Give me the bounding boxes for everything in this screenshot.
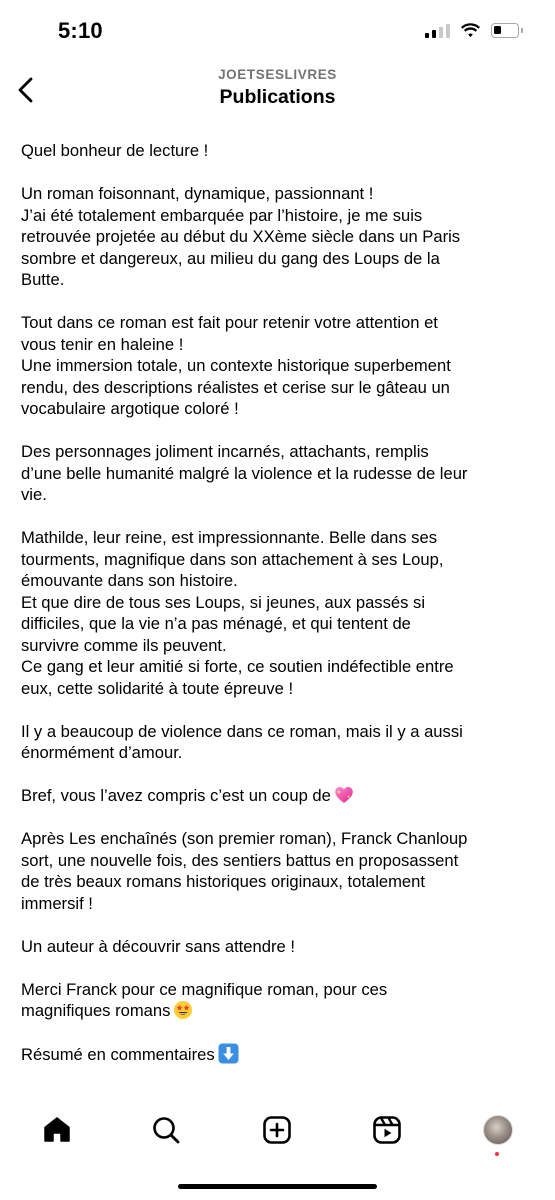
caption-line: sort, une nouvelle fois, des sentiers battus en proposassent — [21, 850, 459, 870]
caption-line: Un auteur à découvrir sans attendre ! — [21, 936, 295, 956]
caption-paragraph — [21, 785, 541, 807]
caption-paragraph — [21, 312, 541, 420]
star-struck-icon — [173, 1000, 193, 1020]
wifi-icon — [460, 22, 481, 38]
caption-line: survivre comme ils peuvent. — [21, 635, 227, 655]
caption-line: Après Les enchaînés (son premier roman), Franck Chanloup — [21, 829, 468, 848]
caption-line: Et que dire de tous ses Loups, si jeunes, aux passés si — [21, 592, 426, 612]
caption-line: de très beaux romans historiques originaux, totalement — [21, 872, 426, 891]
down-arrow-icon — [218, 1043, 239, 1064]
caption-line: retrouvée projetée au début du XXème siècle dans un Paris — [21, 227, 461, 246]
caption-line: Mathilde, leur reine, est impressionnante. Belle dans ses — [21, 528, 437, 547]
tab-profile[interactable] — [478, 1110, 518, 1150]
caption-line: rendu, des descriptions réalistes et cerise sur le gâteau un — [21, 377, 450, 397]
caption-line: vocabulaire argotique coloré ! — [21, 399, 239, 418]
caption-paragraph — [21, 1043, 541, 1066]
caption-line-with-emoji — [21, 1000, 541, 1022]
caption-line: difficiles, que la vie n’a pas ménagé, et qui tentent de — [21, 614, 411, 633]
caption-line: d’une belle humanité malgré la violence et la rudesse de leur — [21, 463, 468, 483]
status-time: 5:10 — [58, 18, 103, 43]
caption-line: émouvante dans son histoire. — [21, 571, 238, 590]
caption-line: Tout dans ce roman est fait pour retenir votre attention et — [21, 313, 438, 332]
header — [0, 60, 555, 120]
caption-paragraph — [21, 721, 541, 764]
caption-line: eux, cette solidarité à toute épreuve ! — [21, 678, 294, 698]
home-icon — [42, 1115, 72, 1145]
caption-paragraph — [21, 527, 541, 699]
caption-line: Il y a beaucoup de violence dans ce roman, mais il y a aussi — [21, 721, 463, 741]
home-indicator[interactable] — [178, 1184, 377, 1189]
caption-line: Une immersion totale, un contexte historique superbement — [21, 356, 451, 375]
caption-line: Butte. — [21, 270, 65, 289]
caption-line-with-emoji — [21, 785, 541, 807]
tab-reels[interactable] — [367, 1110, 407, 1150]
profile-avatar — [483, 1115, 513, 1145]
caption-paragraph — [21, 828, 541, 914]
caption-line: Quel bonheur de lecture ! — [21, 141, 209, 160]
caption-text: magnifiques romans — [21, 1001, 171, 1020]
caption-paragraph — [21, 183, 541, 291]
caption-line: vous tenir en haleine ! — [21, 334, 184, 354]
caption-paragraph — [21, 979, 541, 1022]
caption-line: Ce gang et leur amitié si forte, ce soutien indéfectible entre — [21, 657, 454, 676]
caption-line: Des personnages joliment incarnés, attachants, remplis — [21, 442, 429, 461]
caption-line: Un roman foisonnant, dynamique, passionnant ! — [21, 184, 374, 203]
search-icon — [151, 1115, 181, 1145]
tab-create[interactable] — [257, 1110, 297, 1150]
tab-home[interactable] — [37, 1110, 77, 1150]
account-username[interactable]: JOETSESLIVRES — [218, 67, 337, 82]
caption-paragraph — [21, 441, 541, 506]
status-bar — [0, 0, 555, 60]
battery-icon — [491, 23, 519, 38]
sparkling-heart-icon — [334, 785, 354, 805]
reels-icon — [372, 1115, 402, 1145]
post-caption — [21, 140, 541, 1087]
caption-line: tourments, magnifique dans son attachement à ses Loup, — [21, 549, 444, 569]
status-icons — [425, 22, 519, 38]
caption-line: J’ai été totalement embarquée par l’histoire, je me suis — [21, 205, 423, 225]
page-title: Publications — [219, 86, 336, 108]
notification-dot — [495, 1152, 499, 1156]
caption-line-with-emoji — [21, 1043, 541, 1066]
tab-search[interactable] — [146, 1110, 186, 1150]
caption-paragraph — [21, 140, 541, 162]
caption-text: Bref, vous l’avez compris c’est un coup de — [21, 786, 331, 805]
create-post-icon — [262, 1115, 292, 1145]
caption-text: Résumé en commentaires — [21, 1045, 215, 1064]
caption-line: sombre et dangereux, au milieu du gang des Loups de la — [21, 248, 440, 268]
cellular-signal-icon — [425, 22, 450, 38]
caption-line: vie. — [21, 485, 47, 504]
caption-line: énormément d’amour. — [21, 743, 183, 762]
caption-paragraph — [21, 936, 541, 958]
caption-line: Merci Franck pour ce magnifique roman, pour ces — [21, 979, 388, 999]
caption-line: immersif ! — [21, 893, 93, 913]
